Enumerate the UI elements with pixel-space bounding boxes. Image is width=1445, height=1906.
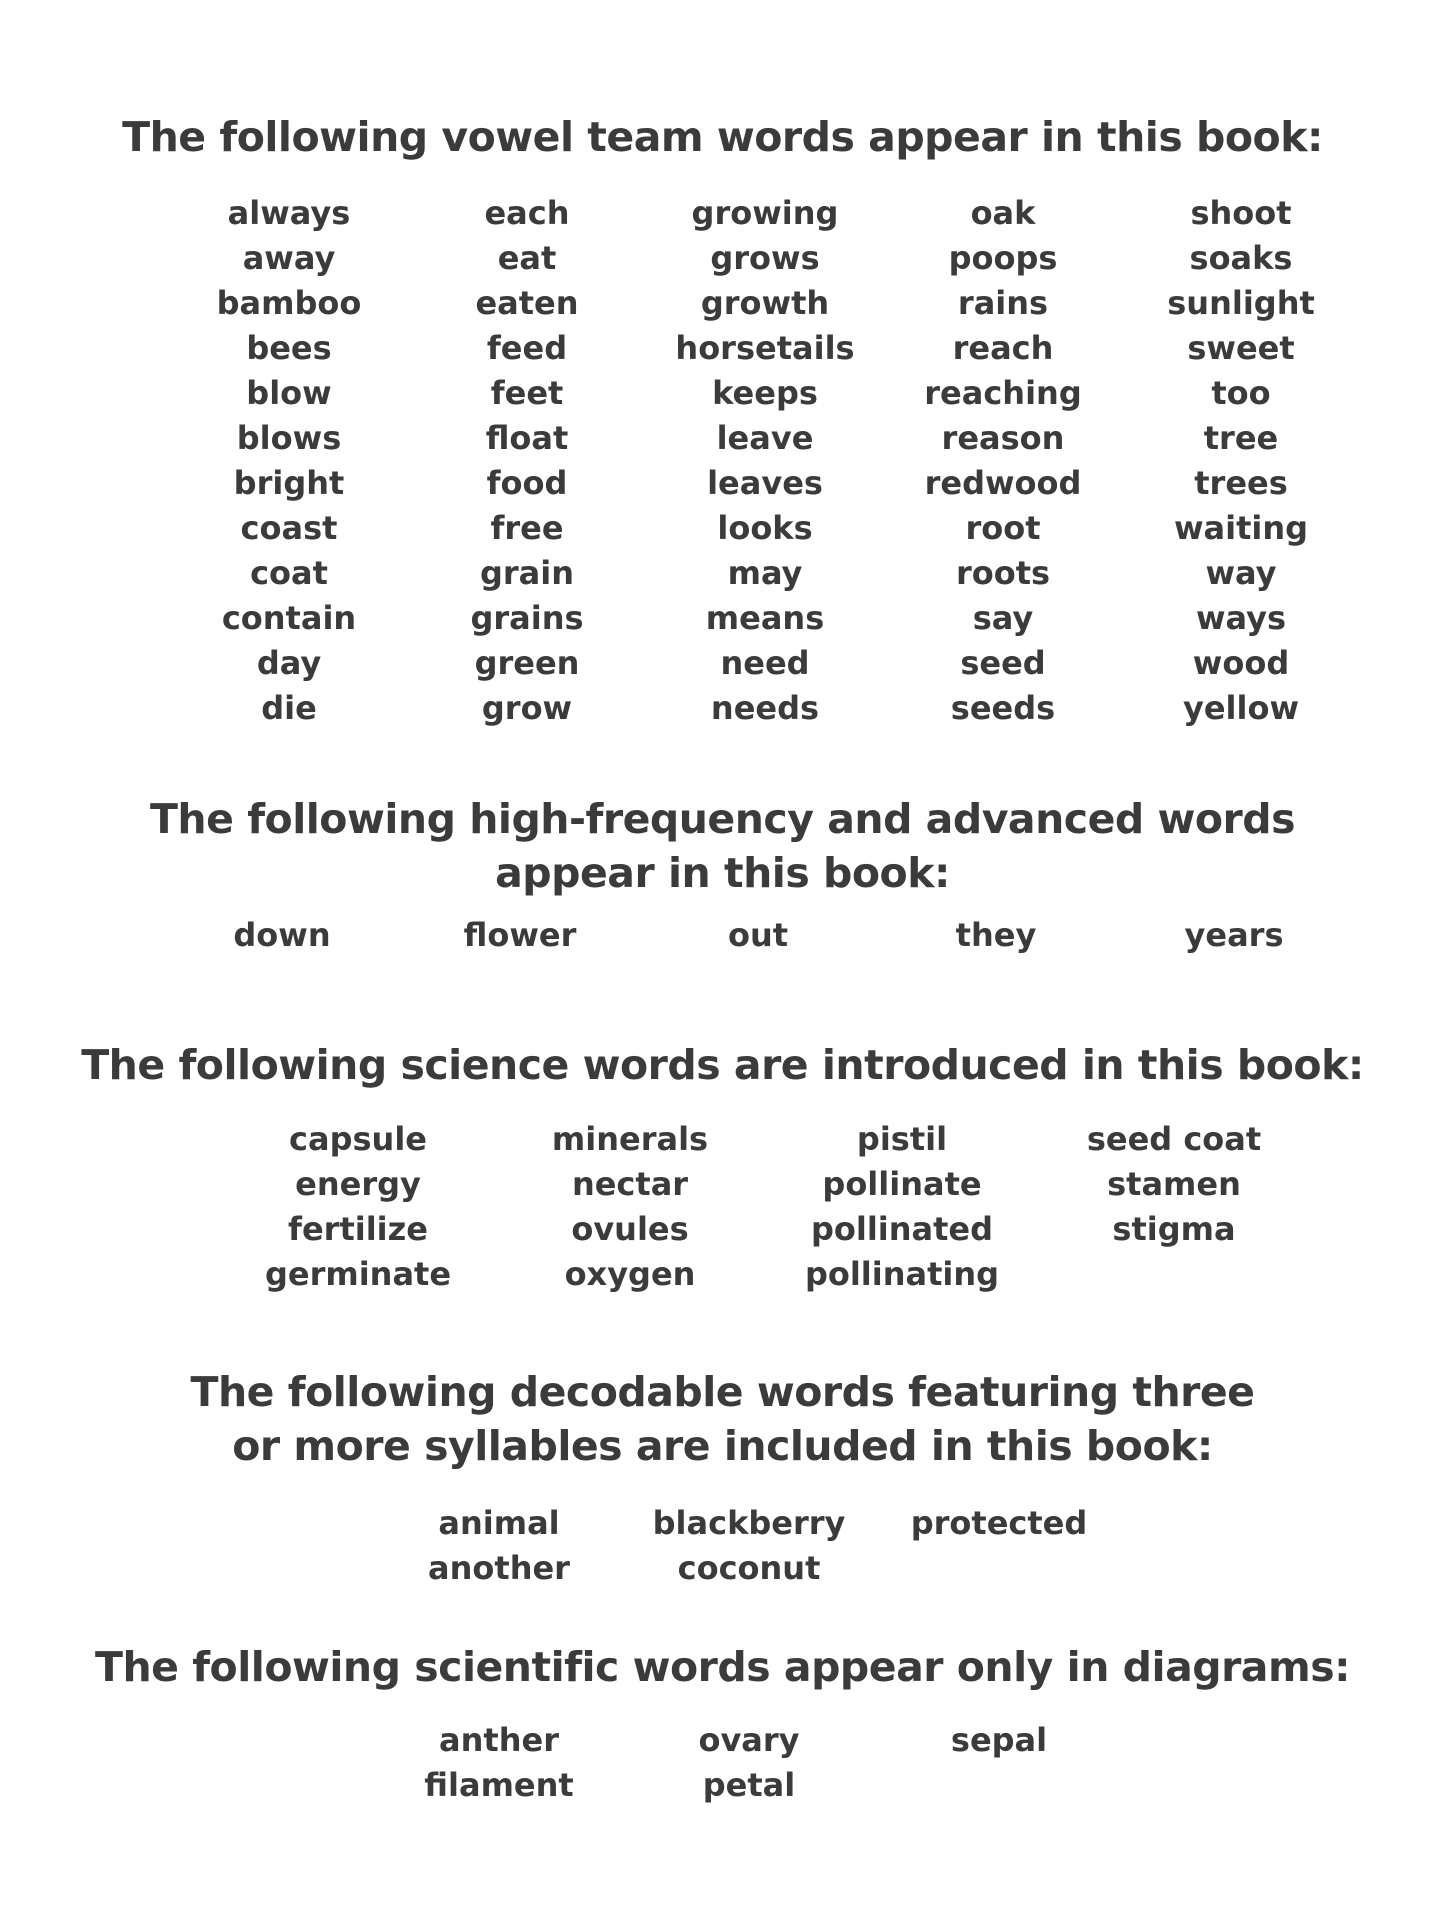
word-column [163, 913, 401, 958]
word-item: blows [236, 419, 342, 457]
word-item: keeps [712, 374, 818, 412]
word-item: too [1211, 374, 1271, 412]
word-column [874, 1718, 1124, 1808]
word-item: reaching [924, 374, 1082, 412]
word-column [884, 191, 1122, 731]
word-item: growth [700, 284, 830, 322]
word-column [222, 1117, 494, 1297]
word-item: nectar [571, 1165, 689, 1203]
word-item: seeds [950, 689, 1056, 727]
word-item: contain [221, 599, 357, 637]
high-frequency-heading: The following high-frequency and advanced words appear in this book: [149, 795, 1296, 897]
word-column [877, 913, 1115, 958]
word-item: rains [957, 284, 1049, 322]
word-item: free [490, 509, 564, 547]
word-item: eat [497, 239, 557, 277]
word-item: reach [952, 329, 1054, 367]
word-item: coconut [677, 1549, 821, 1587]
word-item: grain [479, 554, 575, 592]
word-item: shoot [1190, 194, 1292, 232]
word-column [374, 1718, 624, 1808]
word-item: grows [710, 239, 820, 277]
word-item: they [955, 916, 1037, 954]
word-item: pollinate [822, 1165, 982, 1203]
word-item: ways [1195, 599, 1287, 637]
word-column [408, 191, 646, 731]
word-item: bees [246, 329, 332, 367]
word-item: ovules [571, 1210, 689, 1248]
word-column [170, 191, 408, 731]
word-item: poops [948, 239, 1058, 277]
word-item: anther [439, 1721, 559, 1759]
word-item: way [1205, 554, 1277, 592]
word-item: out [727, 916, 789, 954]
word-item: germinate [264, 1255, 452, 1293]
word-item: leaves [707, 464, 823, 502]
word-column [624, 1501, 874, 1591]
word-column [1122, 191, 1360, 731]
word-column [646, 191, 884, 731]
word-item: reason [941, 419, 1065, 457]
word-item: pistil [856, 1120, 948, 1158]
word-item: flower [463, 916, 577, 954]
word-column [624, 1718, 874, 1808]
word-item: yellow [1182, 689, 1300, 727]
word-item: oxygen [564, 1255, 696, 1293]
word-item: say [972, 599, 1034, 637]
decodable-word-grid [374, 1501, 1124, 1591]
word-item: capsule [289, 1120, 427, 1158]
word-item: tree [1203, 419, 1279, 457]
word-item: horsetails [675, 329, 855, 367]
word-item: minerals [551, 1120, 709, 1158]
diagram-words-heading: The following scientific words appear only in diagrams: [94, 1643, 1350, 1691]
word-item: grow [481, 689, 573, 727]
word-item: need [720, 644, 810, 682]
word-item: may [727, 554, 803, 592]
word-item: blackberry [652, 1504, 846, 1542]
word-item: soaks [1189, 239, 1293, 277]
word-item: day [256, 644, 322, 682]
word-item: sepal [950, 1721, 1048, 1759]
word-item: sweet [1187, 329, 1295, 367]
science-words-heading: The following science words are introduced in this book: [81, 1041, 1364, 1089]
word-column [494, 1117, 766, 1297]
word-item: looks [717, 509, 813, 547]
word-item: coast [240, 509, 338, 547]
word-item: green [474, 644, 580, 682]
word-item: another [428, 1549, 570, 1587]
word-item: fertilize [288, 1210, 428, 1248]
word-item: away [242, 239, 336, 277]
word-item: protected [910, 1504, 1088, 1542]
word-column [1038, 1117, 1310, 1297]
word-item: blow [246, 374, 332, 412]
word-item: pollinating [804, 1255, 1000, 1293]
word-item: seed [960, 644, 1046, 682]
vowel-team-word-grid [170, 191, 1360, 731]
word-item: ovary [698, 1721, 800, 1759]
word-item: waiting [1173, 509, 1309, 547]
word-item: seed coat [1086, 1120, 1262, 1158]
word-item: float [485, 419, 569, 457]
word-item: petal [702, 1766, 796, 1804]
word-column [401, 913, 639, 958]
word-item: sunlight [1167, 284, 1315, 322]
word-column [874, 1501, 1124, 1591]
word-item: leave [716, 419, 814, 457]
word-item: each [484, 194, 570, 232]
word-item: stamen [1107, 1165, 1241, 1203]
diagram-word-grid [374, 1718, 1124, 1808]
word-item: wood [1192, 644, 1290, 682]
word-item: die [261, 689, 317, 727]
word-item: root [965, 509, 1041, 547]
word-item: always [227, 194, 351, 232]
word-item: bright [233, 464, 345, 502]
word-item: filament [424, 1766, 574, 1804]
word-item: oak [970, 194, 1036, 232]
word-item: feet [490, 374, 564, 412]
word-item: bamboo [216, 284, 362, 322]
word-column [1115, 913, 1353, 958]
word-column [766, 1117, 1038, 1297]
word-item: growing [691, 194, 839, 232]
word-item: down [233, 916, 331, 954]
science-word-grid [222, 1117, 1310, 1297]
word-item: means [705, 599, 825, 637]
vowel-team-heading: The following vowel team words appear in this book: [122, 113, 1323, 161]
word-item: trees [1194, 464, 1288, 502]
word-item: grains [470, 599, 584, 637]
high-frequency-word-grid [163, 913, 1353, 958]
word-item: stigma [1112, 1210, 1236, 1248]
word-item: food [486, 464, 568, 502]
word-column [639, 913, 877, 958]
word-item: coat [250, 554, 328, 592]
word-item: redwood [924, 464, 1082, 502]
word-column [374, 1501, 624, 1591]
word-item: eaten [475, 284, 579, 322]
decodable-words-heading: The following decodable words featuring three or more syllables are included in this book: [190, 1368, 1255, 1470]
word-item: needs [710, 689, 820, 727]
word-item: energy [295, 1165, 421, 1203]
word-item: roots [955, 554, 1051, 592]
word-item: animal [438, 1504, 560, 1542]
word-item: years [1184, 916, 1284, 954]
word-item: pollinated [810, 1210, 994, 1248]
word-item: feed [486, 329, 568, 367]
